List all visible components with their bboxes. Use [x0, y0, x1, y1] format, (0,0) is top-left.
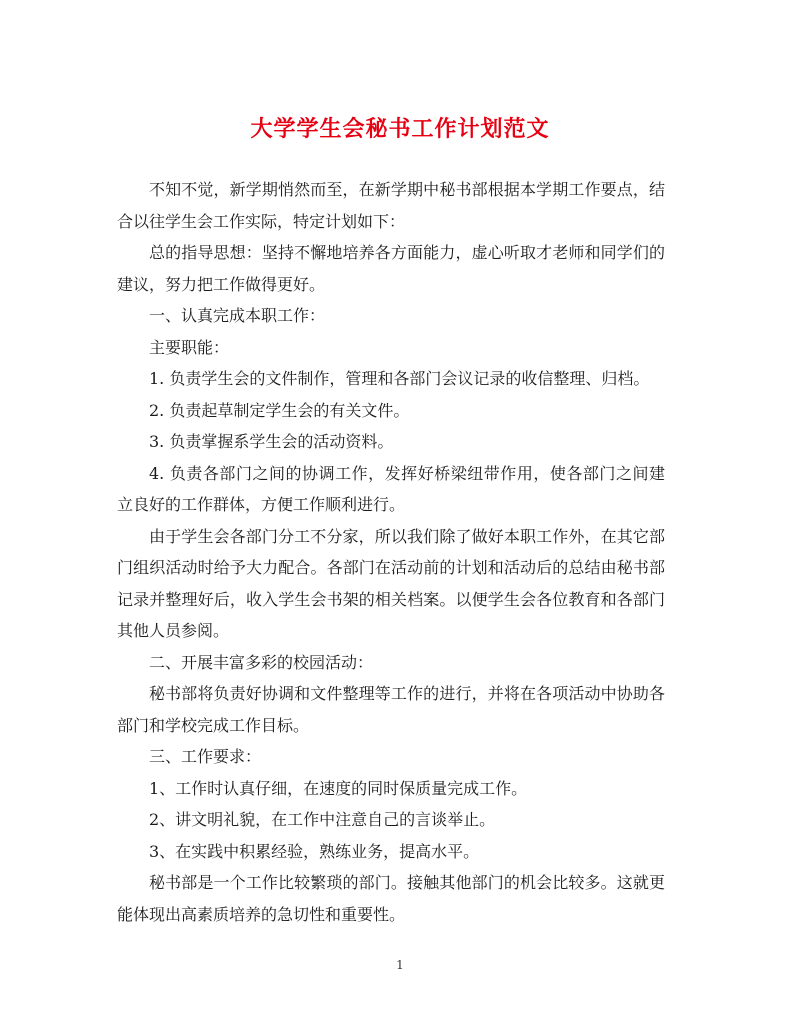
paragraph-main-duties: 主要职能： — [149, 337, 230, 357]
section-heading-2: 二、开展丰富多彩的校园活动： — [149, 652, 374, 672]
paragraph-cooperation: 由于学生会各部门分工不分家，所以我们除了做好本职工作外，在其它部门组织活动时给予大力配合。各部门在活动前的计划和活动后的总结由秘书部记录并整理好后，收入学生会书架的相关档案。以便学生会各位教育和各部门其他人员参阅。 — [117, 526, 665, 640]
section-heading-1: 一、认真完成本职工作： — [149, 306, 326, 325]
list-item-duty-2: 2. 负责起草制定学生会的有关文件。 — [149, 400, 410, 420]
section-heading-3: 三、工作要求： — [149, 747, 262, 766]
list-item-requirement-1: 1、工作时认真仔细，在速度的同时保质量完成工作。 — [149, 778, 528, 798]
paragraph-intro: 不知不觉，新学期悄然而至，在新学期中秘书部根据本学期工作要点，结合以往学生会工作实际，特定计划如下： — [117, 180, 665, 231]
list-item-requirement-3: 3、在实践中积累经验，熟练业务，提高水平。 — [149, 841, 480, 861]
list-item-duty-3: 3. 负责掌握系学生会的活动资料。 — [149, 432, 394, 451]
document-title: 大学学生会秘书工作计划范文 — [250, 116, 550, 142]
document-body — [117, 174, 665, 930]
list-item-duty-1: 1. 负责学生会的文件制作，管理和各部门会议记录的收信整理、归档。 — [149, 369, 650, 388]
list-item-requirement-2: 2、讲文明礼貌，在工作中注意自己的言谈举止。 — [149, 810, 496, 829]
list-item-duty-4: 4. 负责各部门之间的协调工作，发挥好桥梁纽带作用，使各部门之间建立良好的工作群体，方便工作顺利进行。 — [117, 463, 665, 514]
paragraph-guiding-principle: 总的指导思想：坚持不懈地培养各方面能力，虚心听取才老师和同学们的建议，努力把工作做得更好。 — [117, 243, 665, 294]
page-number: 1 — [396, 958, 404, 972]
paragraph-activities: 秘书部将负责好协调和文件整理等工作的进行，并将在各项活动中协助各部门和学校完成工作目标。 — [117, 684, 665, 735]
paragraph-conclusion: 秘书部是一个工作比较繁琐的部门。接触其他部门的机会比较多。这就更能体现出高素质培养的急切性和重要性。 — [117, 873, 665, 924]
